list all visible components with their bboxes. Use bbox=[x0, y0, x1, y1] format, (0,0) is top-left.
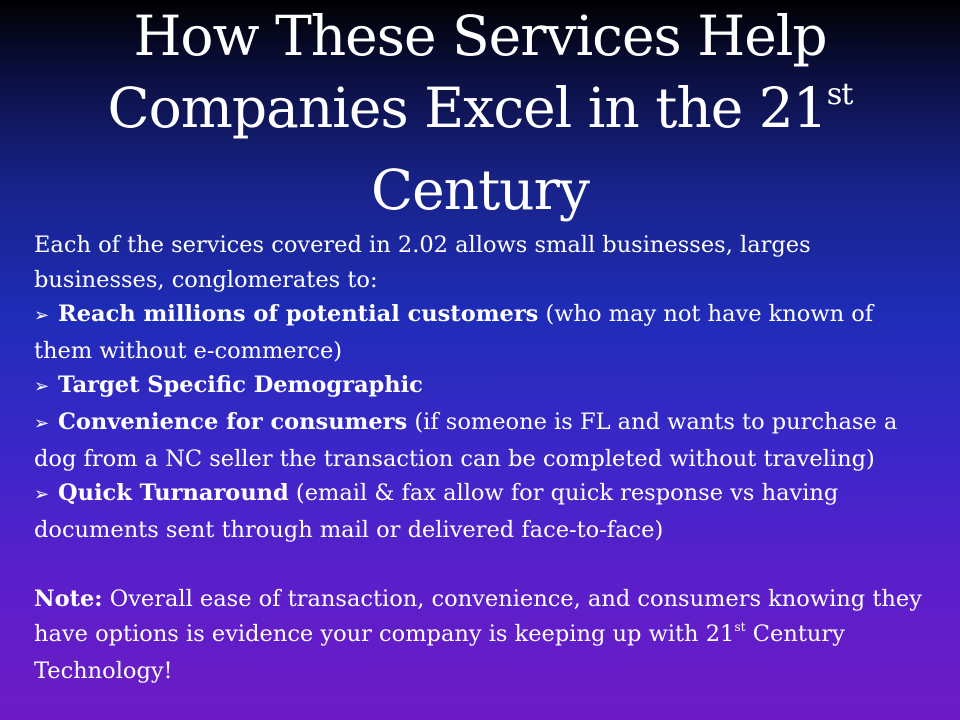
bullet-detail-text: (if someone is FL and wants to purchase a dog from a NC seller the transaction can be completed without traveling) bbox=[34, 408, 898, 472]
intro-text: Each of the services covered in 2.02 allows small businesses, larges businesses, conglomerates to: bbox=[34, 232, 811, 293]
note-superscript: st bbox=[734, 620, 746, 635]
note-label: Note: bbox=[34, 585, 103, 612]
arrow-bullet-icon: ➢ bbox=[34, 412, 50, 434]
bullet-item bbox=[34, 368, 934, 405]
note-text: Overall ease of transaction, convenience, and consumers knowing they have options is evidence your company is keeping up with 21 bbox=[34, 585, 922, 647]
title-line-3: Century bbox=[371, 158, 589, 222]
arrow-bullet-icon: ➢ bbox=[34, 305, 50, 327]
note-paragraph bbox=[34, 582, 934, 689]
bullet-item bbox=[34, 476, 934, 547]
slide-title bbox=[0, 0, 960, 226]
title-superscript: st bbox=[826, 77, 853, 113]
slide-body bbox=[34, 228, 934, 689]
bullet-bold-text: Convenience for consumers bbox=[58, 408, 408, 435]
bullet-bold-text: Reach millions of potential customers bbox=[58, 301, 539, 328]
bullet-bold-text: Target Specific Demographic bbox=[58, 372, 423, 399]
title-line-2: Companies Excel in the 21 bbox=[107, 76, 827, 140]
title-line-1: How These Services Help bbox=[133, 4, 827, 68]
bullet-item bbox=[34, 405, 934, 476]
arrow-bullet-icon: ➢ bbox=[34, 376, 50, 398]
bullet-detail-text: (email & fax allow for quick response vs having documents sent through mail or delivered face-to-face) bbox=[34, 480, 839, 543]
bullet-bold-text: Quick Turnaround bbox=[58, 480, 289, 507]
note-text-end: Century Technology! bbox=[34, 620, 845, 685]
bullet-detail-text: (who may not have known of them without e-commerce) bbox=[34, 301, 874, 364]
bullet-item bbox=[34, 297, 934, 368]
paragraph-spacer bbox=[34, 547, 934, 582]
arrow-bullet-icon: ➢ bbox=[34, 484, 50, 506]
